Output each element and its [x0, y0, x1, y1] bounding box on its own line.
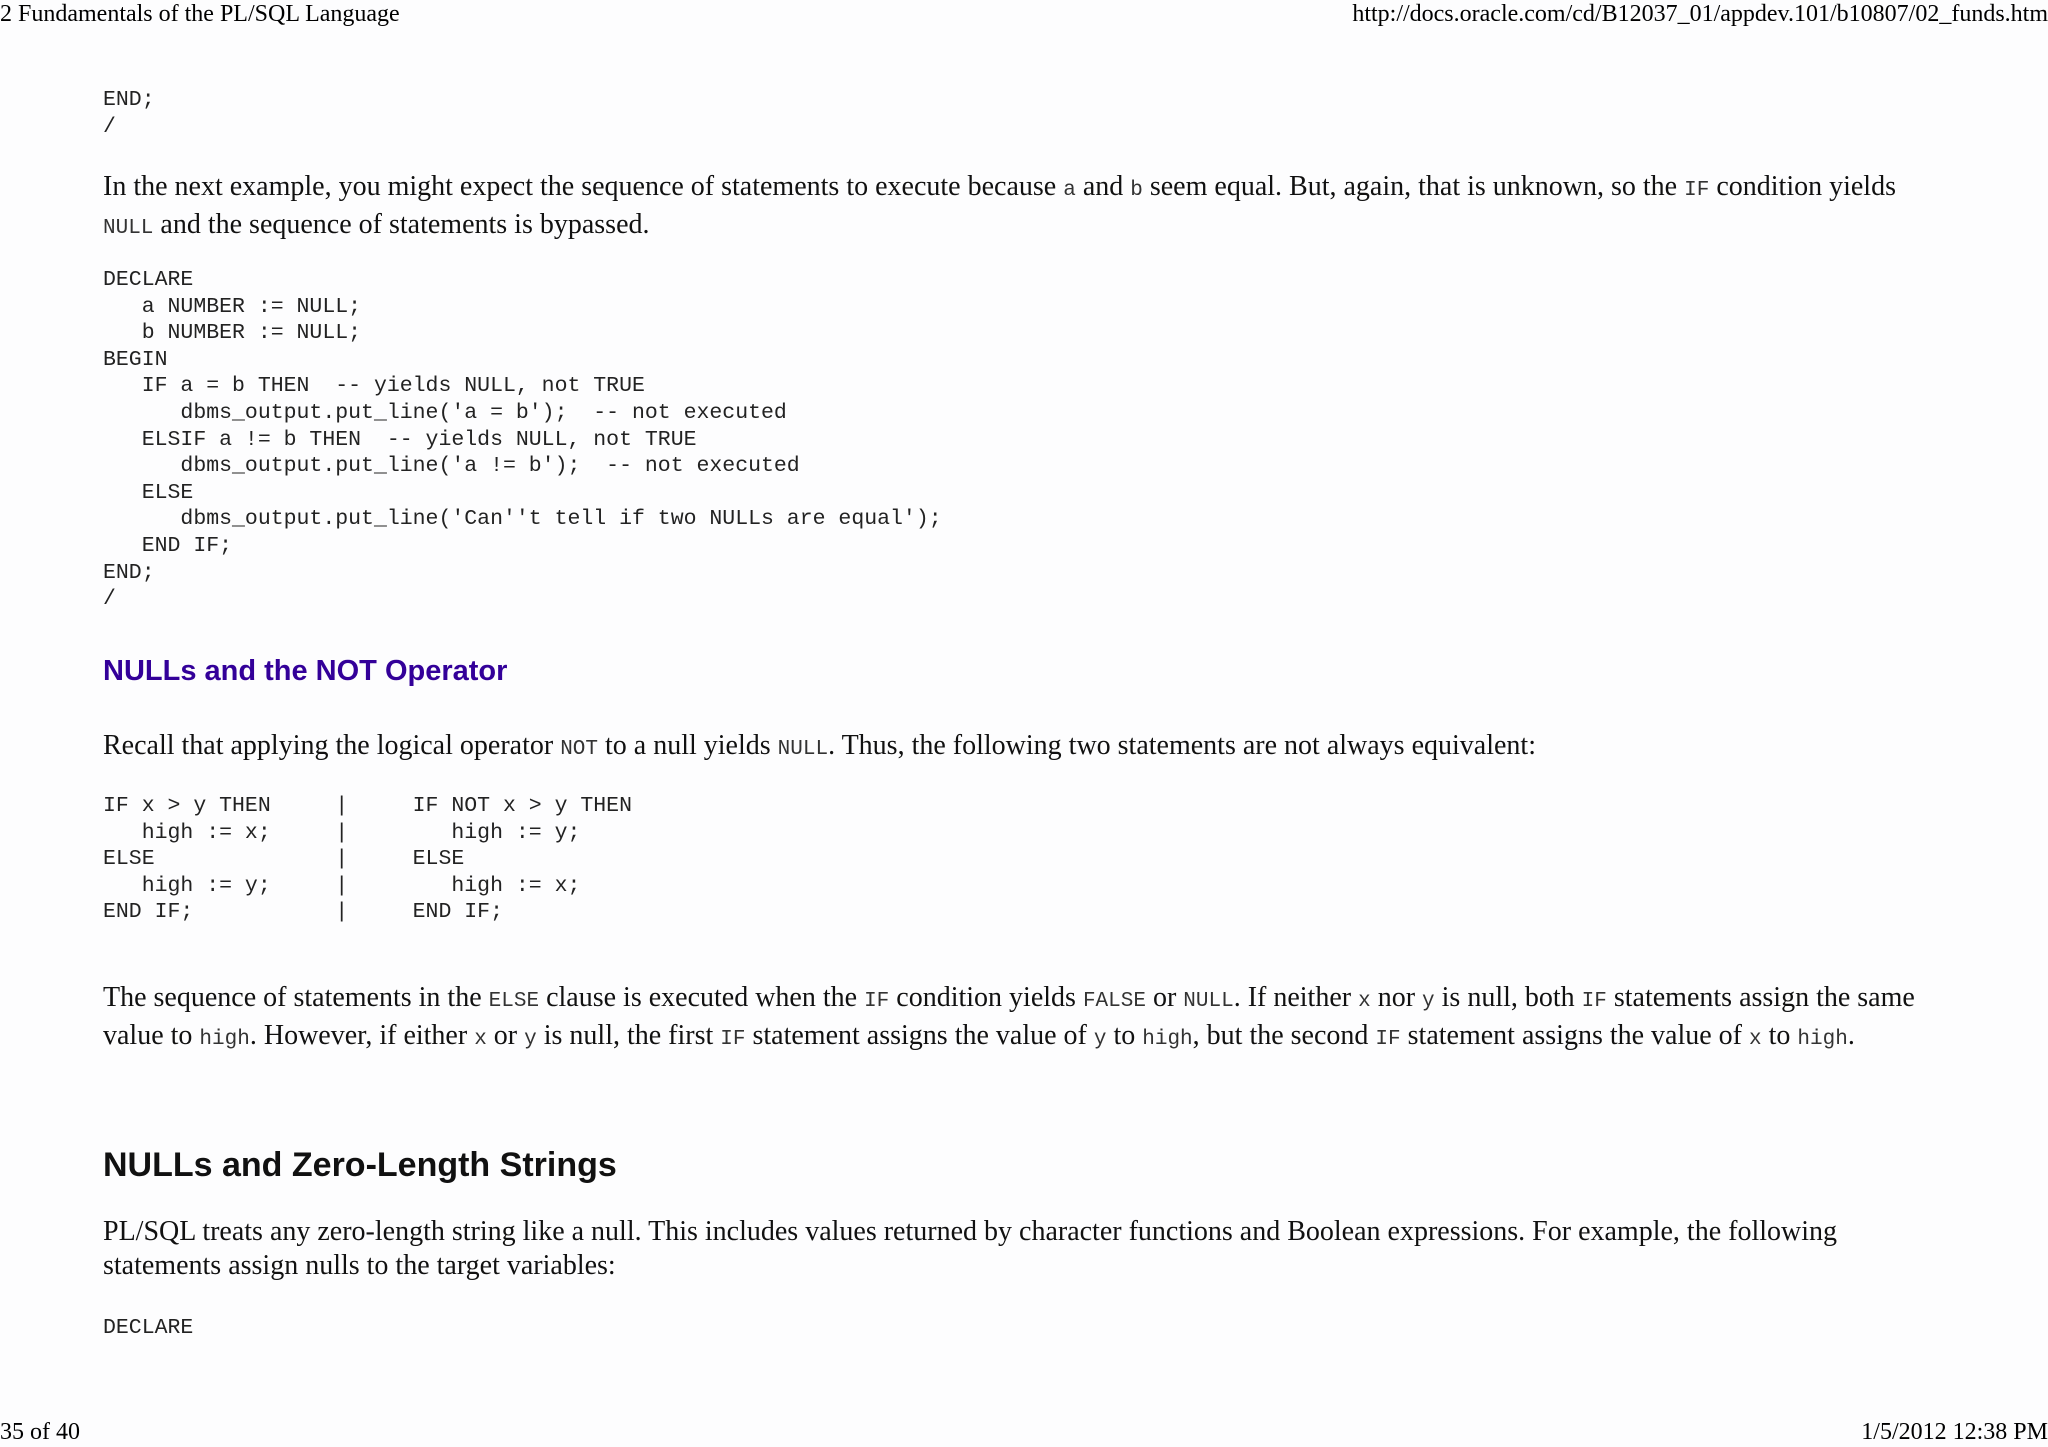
paragraph-else-clause: The sequence of statements in the ELSE clause is executed when the IF condition yields FALSE or NULL. If neither x nor y is null, both IF statements assign the same value to high. However, if either x or y is null, the first IF statement assigns the value of y to high, but the second IF statement assigns the value of x to high. — [103, 982, 1915, 1051]
code-block-null-compare: DECLARE a NUMBER := NULL; b NUMBER := NULL; BEGIN IF a = b THEN -- yields NULL, not TRUE dbms_output.put_line('a = b'); -- not executed ELSIF a != b THEN -- yields NULL, not TRUE dbms_output.put_line('a != b'); -- not executed ELSE dbms_output.put_line('Can''t tell if two NULLs are equal'); END IF; END; / — [103, 268, 942, 612]
code-block-end: END; / — [103, 88, 155, 139]
paragraph-zero-length-strings: PL/SQL treats any zero-length string like a null. This includes values returned by character functions and Boolean expressions. For example, the following statements assign nulls to the target variables: — [103, 1216, 1838, 1281]
paragraph-not-operator: Recall that applying the logical operator NOT to a null yields NULL. Thus, the following two statements are not always equivalent: — [103, 730, 1536, 761]
paragraph-null-equality: In the next example, you might expect the sequence of statements to execute because a and b seem equal. But, again, that is unknown, so the IF condition yields NULL and the sequence of statements is bypassed. — [103, 171, 1896, 240]
code-block-if-comparison: IF x > y THEN | IF NOT x > y THEN high := x; | high := y; ELSE | ELSE high := y; | high := x; END IF; | END IF; — [103, 794, 632, 925]
print-footer-datetime: 1/5/2012 12:38 PM — [1861, 1419, 2048, 1445]
section-heading-zero-length-strings: NULLs and Zero-Length Strings — [103, 1146, 617, 1184]
print-footer-page: 35 of 40 — [0, 1419, 80, 1445]
print-header-url: http://docs.oracle.com/cd/B12037_01/appdev.101/b10807/02_funds.htm — [1352, 1, 2048, 27]
code-block-declare: DECLARE — [103, 1316, 194, 1340]
print-header-title: 2 Fundamentals of the PL/SQL Language — [0, 1, 400, 27]
section-heading-not-operator: NULLs and the NOT Operator — [103, 655, 508, 687]
